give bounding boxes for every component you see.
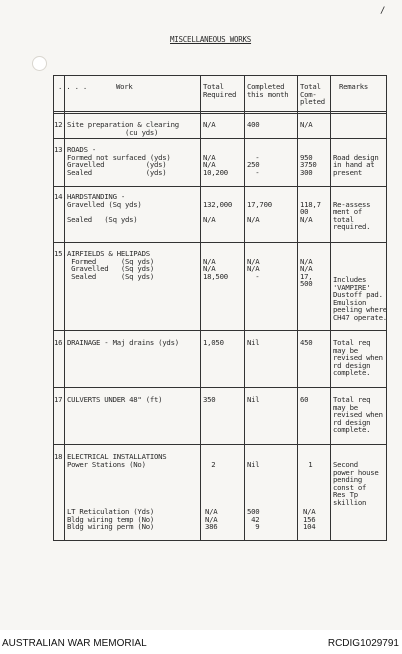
row-completed: N/A N/A 17, 500	[300, 256, 313, 289]
row-completed: 450	[300, 338, 313, 347]
row-divider	[53, 138, 387, 139]
row-divider	[53, 113, 387, 114]
row-required: 2	[211, 459, 216, 469]
row-remarks: Second power house pending const of Res Tp skillion	[333, 460, 379, 507]
row-work: DRAINAGE - Maj drains (yds)	[67, 338, 179, 347]
row-remarks: Total req may be revised when rd design complete.	[333, 395, 383, 435]
row-required: N/A N/A 18,500	[203, 256, 228, 281]
row-month: Nil	[247, 459, 260, 469]
table-border-bottom	[53, 540, 387, 541]
row-divider	[53, 242, 387, 243]
row-remarks: Total req may be revised when rd design complete.	[333, 338, 383, 378]
row-required: 1,050	[203, 338, 224, 347]
row-sub-month: 500 42 9	[247, 507, 260, 532]
row-completed: 60	[300, 395, 309, 404]
row-completed: N/A	[300, 120, 313, 129]
row-month: 400	[247, 120, 260, 129]
header-total-required: Total Required	[203, 82, 237, 99]
document-title: MISCELLANEOUS WORKS	[170, 35, 252, 44]
table-border-top	[53, 75, 387, 76]
row-required: N/A N/A 10,200	[203, 152, 228, 177]
row-work: HARDSTANDING - Gravelled (Sq yds) Sealed (Sq yds)	[67, 192, 142, 224]
footer-id: RCDIG1029791	[327, 638, 399, 649]
row-number: 12.	[54, 120, 67, 129]
row-number: 13.	[54, 145, 67, 154]
table-divider	[200, 75, 201, 541]
row-number: 14.	[54, 192, 67, 201]
row-work: CULVERTS UNDER 48" (ft)	[67, 395, 163, 404]
footer-bar	[0, 630, 402, 654]
table-divider	[330, 75, 331, 541]
row-number: 18.	[54, 452, 67, 461]
row-required: 132,000 N/A	[203, 199, 233, 224]
punch-hole	[32, 56, 47, 71]
row-number: 17.	[54, 395, 67, 404]
header-total-completed: Total Com- pleted	[300, 82, 325, 107]
row-divider	[53, 111, 387, 112]
table-divider	[244, 75, 245, 541]
row-divider	[53, 186, 387, 187]
row-sub-work: LT Reticulation (Yds) Bldg wiring temp (No) Bldg wiring perm (No)	[67, 507, 155, 532]
row-divider	[53, 387, 387, 388]
row-divider	[53, 444, 387, 445]
row-month: Nil	[247, 395, 260, 404]
row-sub-completed: N/A 156 104	[303, 507, 316, 532]
row-remarks: Includes 'VAMPIRE' Dustoff pad. Emulsion peeling where CH47 operate.	[333, 275, 387, 322]
row-work: AIRFIELDS & HELIPADS Formed (Sq yds) Gravelled (Sq yds) Sealed (Sq yds)	[67, 249, 155, 281]
row-work: Site preparation & clearing (cu yds)	[67, 120, 179, 137]
row-number: 15.	[54, 249, 67, 258]
row-completed: 1	[308, 459, 313, 469]
row-month: N/A N/A -	[247, 256, 260, 281]
row-month: - 250 -	[247, 152, 260, 177]
row-work: ROADS - Formed not surfaced (yds) Gravelled (yds) Sealed (yds)	[67, 145, 171, 177]
footer-source: AUSTRALIAN WAR MEMORIAL	[2, 638, 147, 649]
row-sub-required: N/A N/A 386	[205, 507, 218, 532]
row-required: N/A	[203, 120, 216, 129]
row-work: ELECTRICAL INSTALLATIONS Power Stations (No)	[67, 452, 167, 469]
header-remarks: Remarks	[339, 82, 369, 91]
table-divider	[297, 75, 298, 541]
row-number: 16.	[54, 338, 67, 347]
corner-mark: /	[380, 6, 386, 16]
row-completed: 118,7 00 N/A	[300, 199, 321, 224]
header-work: Work	[116, 82, 133, 91]
row-remarks: Re-assess ment of total required.	[333, 199, 371, 232]
row-month: 17,700 N/A	[247, 199, 272, 224]
header-num: . . . .	[58, 82, 88, 91]
row-month: Nil	[247, 338, 260, 347]
row-required: 350	[203, 395, 216, 404]
header-completed-month: Completed this month	[247, 82, 289, 99]
row-remarks: Road design in hand at present	[333, 152, 379, 177]
row-completed: 950 3750 300	[300, 152, 317, 177]
row-divider	[53, 330, 387, 331]
